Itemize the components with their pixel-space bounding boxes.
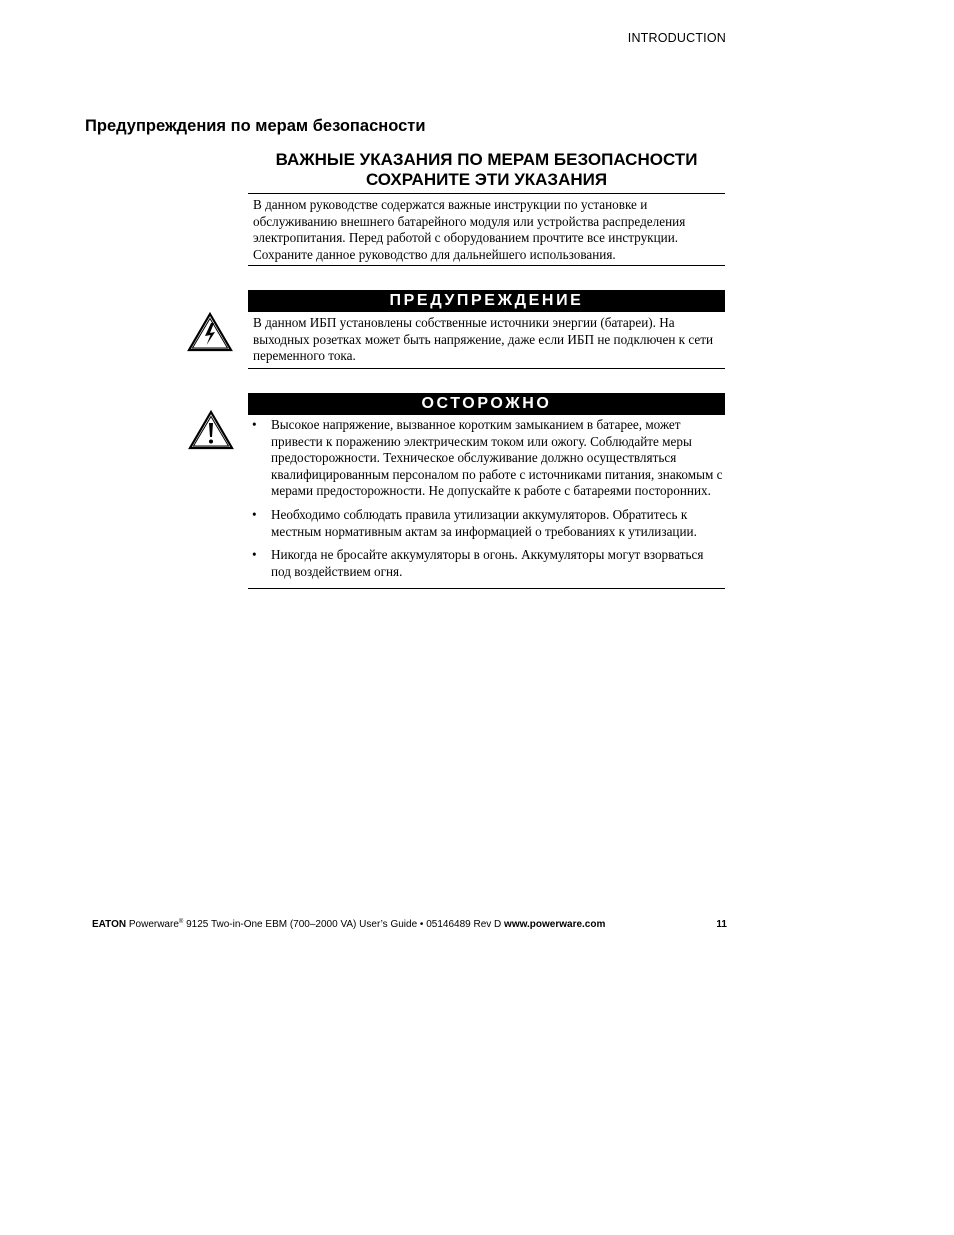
list-item	[248, 417, 725, 500]
footer-website: www.powerware.com	[504, 919, 606, 930]
footer-brand: EATON	[92, 919, 127, 930]
bullet-icon: •	[252, 417, 257, 432]
important-heading-line1: ВАЖНЫЕ УКАЗАНИЯ ПО МЕРАМ БЕЗОПАСНОСТИ	[275, 150, 698, 169]
bullet-icon: •	[252, 506, 257, 522]
running-head: INTRODUCTION	[627, 31, 726, 45]
page-number: 11	[716, 919, 727, 930]
caution-banner: ОСТОРОЖНО	[248, 393, 725, 415]
list-item	[248, 547, 725, 580]
caution-item-text: Высокое напряжение, вызванное коротким замыканием в батарее, может привести к поражению электрическим током или ожогу. Соблюдайте меры предосторожности. Техническое обслуживание должно осуществляться квалифицированным персоналом по работе с источниками питания, знакомым с мерами предосторожности. Не допускайте к работе с батареями посторонних.	[271, 417, 723, 499]
footer-product: Powerware	[128, 919, 179, 930]
warning-block	[248, 290, 725, 369]
registered-mark: ®	[178, 919, 184, 925]
warning-banner: ПРЕДУПРЕЖДЕНИЕ	[248, 290, 725, 312]
page-footer	[92, 919, 727, 930]
caution-block	[248, 393, 725, 589]
electrical-hazard-icon	[187, 312, 233, 352]
caution-list	[248, 415, 725, 580]
footer-guide: 9125 Two-in-One EBM (700–2000 VA) User’s Guide • 05146489 Rev D	[186, 919, 502, 930]
important-instructions-paragraph: В данном руководстве содержатся важные инструкции по установке и обслуживанию внешнего батарейного модуля или устройства распределения электропитания. Перед работой с оборудованием прочтите все инструкции. Сохраните данное руководство для дальнейшего использования.	[248, 193, 725, 266]
warning-text: В данном ИБП установлены собственные источники энергии (батареи). На выходных розетках может быть напряжение, даже если ИБП не подключен к сети переменного тока.	[253, 315, 714, 364]
caution-item-text: Никогда не бросайте аккумуляторы в огонь. Аккумуляторы могут взорваться под воздействием огня.	[271, 547, 704, 579]
important-instructions-heading	[248, 150, 725, 190]
list-item	[248, 507, 725, 540]
section-title: Предупреждения по мерам безопасности	[85, 117, 426, 135]
caution-item-text: Необходимо соблюдать правила утилизации аккумуляторов. Обратитесь к местным нормативным актам за информацией о требованиях к утилизации.	[271, 506, 697, 539]
important-heading-line2: СОХРАНИТЕ ЭТИ УКАЗАНИЯ	[365, 170, 608, 189]
exclamation-hazard-icon	[188, 410, 234, 450]
bullet-icon: •	[252, 547, 257, 563]
